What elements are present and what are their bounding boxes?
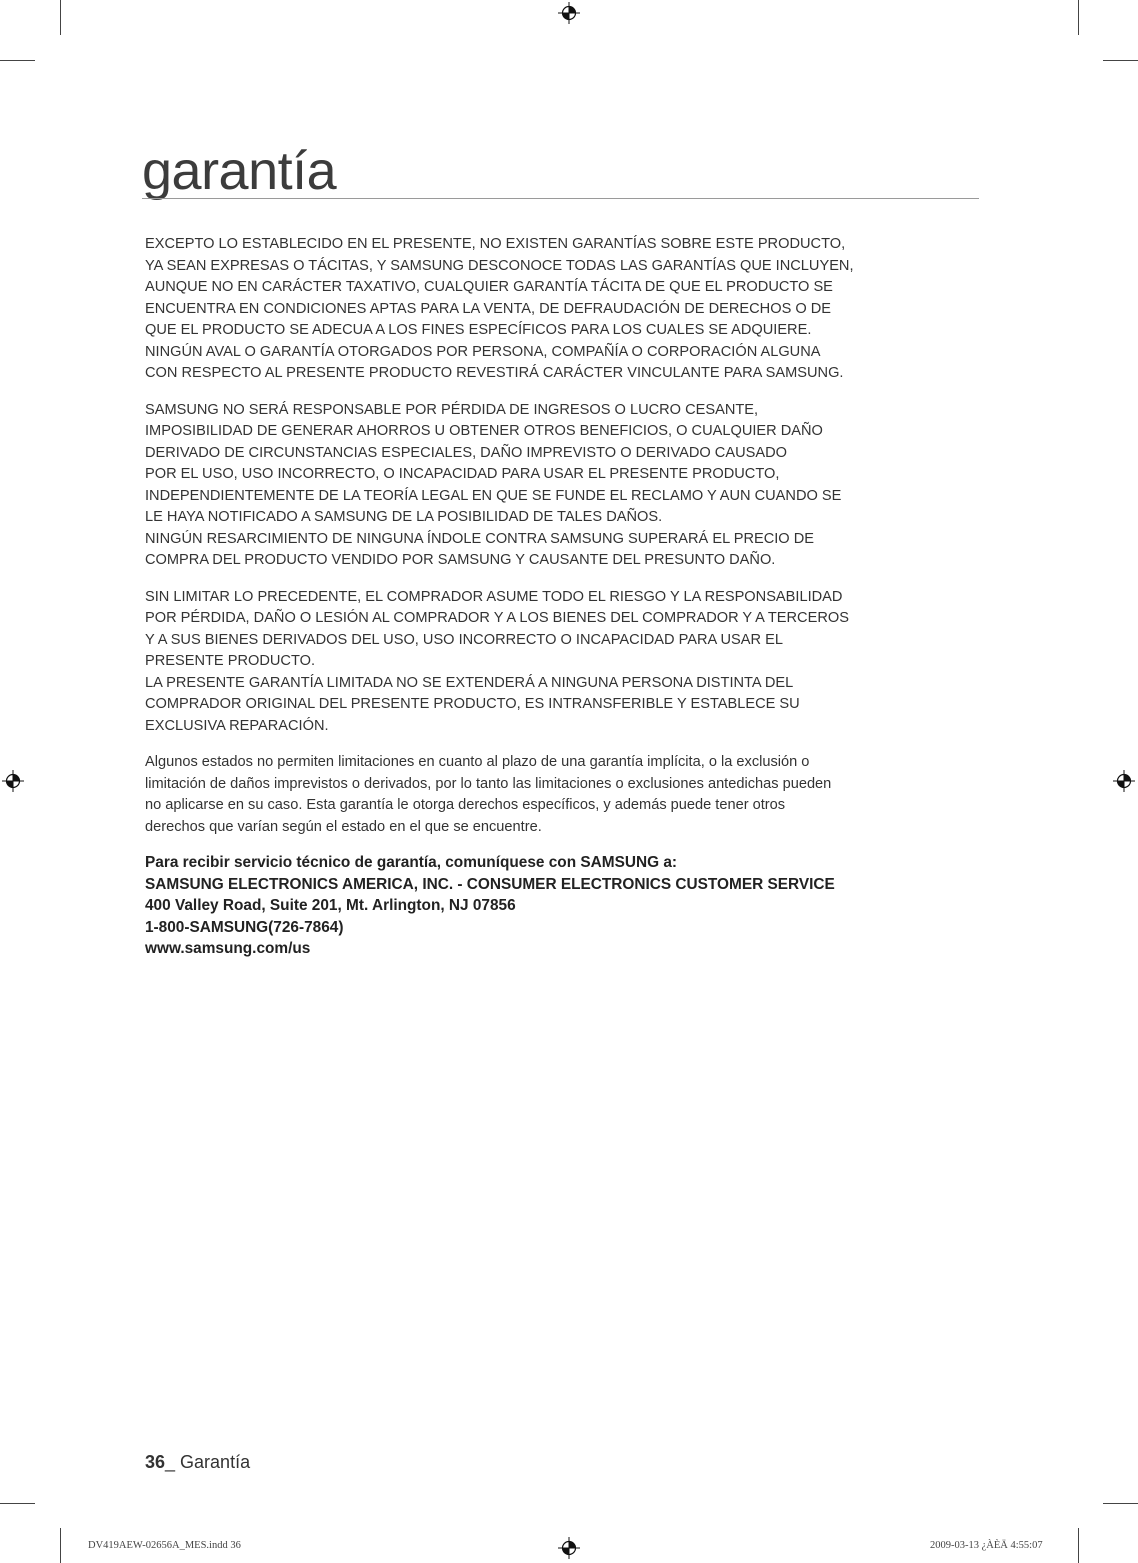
warranty-content xyxy=(145,234,985,960)
registration-mark-icon xyxy=(1113,770,1135,792)
registration-mark-icon xyxy=(2,770,24,792)
service-contact-block xyxy=(145,852,985,960)
registration-mark-icon xyxy=(558,1537,580,1559)
warranty-paragraph-disclaimer: EXCEPTO LO ESTABLECIDO EN EL PRESENTE, NO EXISTEN GARANTÍAS SOBRE ESTE PRODUCTO, YA SEAN EXPRESAS O TÁCITAS, Y SAMSUNG DESCONOCE TODAS LAS GARANTÍAS QUE INCLUYEN, AUNQUE NO EN CARÁCTER TAXATIVO, CUALQUIER GARANTÍA TÁCITA DE QUE EL PRODUCTO SE ENCUENTRA EN CONDICIONES APTAS PARA LA VENTA, DE DEFRAUDACIÓN DE DERECHOS O DE QUE EL PRODUCTO SE ADECUA A LOS FINES ESPECÍFICOS PARA LOS CUALES SE ADQUIERE. NINGÚN AVAL O GARANTÍA OTORGADOS POR PERSONA, COMPAÑÍA O CORPORACIÓN ALGUNA CON RESPECTO AL PRESENTE PRODUCTO REVESTIRÁ CARÁCTER VINCULANTE PARA SAMSUNG. xyxy=(145,236,854,381)
footer-section: _ Garantía xyxy=(165,1452,251,1472)
contact-website: www.samsung.com/us xyxy=(145,940,311,958)
print-slug-file: DV419AEW-02656A_MES.indd 36 xyxy=(88,1540,241,1551)
crop-mark xyxy=(1103,60,1138,61)
page-title: garantía xyxy=(142,141,337,201)
crop-mark xyxy=(1103,1503,1138,1504)
print-slug-timestamp: 2009-03-13 ¿ÀÈÄ 4:55:07 xyxy=(930,1540,1043,1551)
crop-mark xyxy=(60,0,61,35)
contact-phone: 1-800-SAMSUNG(726-7864) xyxy=(145,918,344,936)
title-divider xyxy=(142,198,979,199)
crop-mark xyxy=(0,60,35,61)
contact-company: SAMSUNG ELECTRONICS AMERICA, INC. - CONSUMER ELECTRONICS CUSTOMER SERVICE xyxy=(145,875,835,893)
registration-mark-icon xyxy=(558,2,580,24)
warranty-paragraph-state-rights: Algunos estados no permiten limitaciones en cuanto al plazo de una garantía implícita, o la exclusión o limitación de daños imprevistos o derivados, por lo tanto las limitaciones o exclusiones antedichas pueden no aplicarse en su caso. Esta garantía le otorga derechos específicos, y además puede tener otros derechos que varían según el estado en el que se encuentre. xyxy=(145,754,832,835)
contact-intro: Para recibir servicio técnico de garantía, comuníquese con SAMSUNG a: xyxy=(145,854,677,871)
page-header xyxy=(142,141,979,208)
crop-mark xyxy=(0,1503,35,1504)
warranty-paragraph-risk: SIN LIMITAR LO PRECEDENTE, EL COMPRADOR ASUME TODO EL RIESGO Y LA RESPONSABILIDAD POR PÉRDIDA, DAÑO O LESIÓN AL COMPRADOR Y A LOS BIENES DEL COMPRADOR Y A TERCEROS Y A SUS BIENES DERIVADOS DEL USO, USO INCORRECTO O INCAPACIDAD PARA USAR EL PRESENTE PRODUCTO. LA PRESENTE GARANTÍA LIMITADA NO SE EXTENDERÁ A NINGUNA PERSONA DISTINTA DEL COMPRADOR ORIGINAL DEL PRESENTE PRODUCTO, ES INTRANSFERIBLE Y ESTABLECE SU EXCLUSIVA REPARACIÓN. xyxy=(145,588,849,734)
page-number: 36 xyxy=(145,1452,166,1472)
contact-address: 400 Valley Road, Suite 201, Mt. Arlington, NJ 07856 xyxy=(145,897,516,915)
crop-mark xyxy=(1078,1528,1079,1563)
crop-mark xyxy=(1078,0,1079,35)
crop-mark xyxy=(60,1528,61,1563)
page-footer xyxy=(145,1452,250,1473)
warranty-paragraph-liability: SAMSUNG NO SERÁ RESPONSABLE POR PÉRDIDA DE INGRESOS O LUCRO CESANTE, IMPOSIBILIDAD DE GENERAR AHORROS U OBTENER OTROS BENEFICIOS, O CUALQUIER DAÑO DERIVADO DE CIRCUNSTANCIAS ESPECIALES, DAÑO IMPREVISTO O DERIVADO CAUSADO POR EL USO, USO INCORRECTO, O INCAPACIDAD PARA USAR EL PRESENTE PRODUCTO, INDEPENDIENTEMENTE DE LA TEORÍA LEGAL EN QUE SE FUNDE EL RECLAMO Y AUN CUANDO SE LE HAYA NOTIFICADO A SAMSUNG DE LA POSIBILIDAD DE TALES DAÑOS. NINGÚN RESARCIMIENTO DE NINGUNA ÍNDOLE CONTRA SAMSUNG SUPERARÁ EL PRECIO DE COMPRA DEL PRODUCTO VENDIDO POR SAMSUNG Y CAUSANTE DEL PRESUNTO DAÑO. xyxy=(145,401,842,568)
